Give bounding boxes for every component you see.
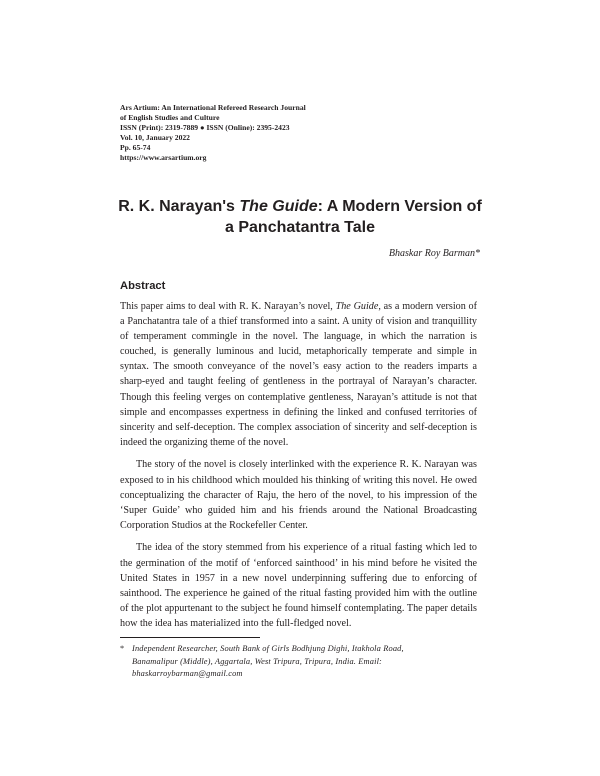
abstract-heading: Abstract — [120, 280, 166, 292]
abstract-paragraph-3: The idea of the story stemmed from his experience of a ritual fasting which led to the germination of the motif of ‘enforced sainthood’ in his mind before he visited the United States in 1957 in a new novel underpinning suffering due to enforcing of sainthood. The experience he gained of the ritual fasting provided him with the outline of the plot appurtenant to the subject he found himself contemplating. The paper details how the idea has materialized into the full-fledged novel. — [120, 542, 477, 629]
title-part2: : A Modern Version of — [317, 198, 482, 215]
p1-rest: , as a modern version of a Panchatantra tale of a thief transformed into a saint. A unity of vision and tranquillity of temperament commingle in the novel. The language, in which the narration is couched, is generally luminous and lucid, metaphorically temperate and simple in syntax. The smooth conveyance of the novel’s easy action to the readers imparts a sharp-eyed and taught feeling of gentleness in the portrayal of Narayan’s character. Though this feeling verges on contemplative gentleness, Narayan’s attitude is not that simple and encompasses expertness in defining the linked and confused territories of sincerity and self-deception. The complex association of sincerity and self-deception is indeed the organizing theme of the novel. — [120, 301, 477, 448]
p1-italic: The Guide — [335, 301, 379, 312]
footnote-mark: * — [120, 644, 125, 653]
abstract-paragraph-2: The story of the novel is closely interlinked with the experience R. K. Narayan was exposed to in his childhood which moulded his thinking of writing this novel. He owed conceptualizing the character of Raju, the hero of the novel, to his impression of the ‘Super Guide’ who guided him and his friends around the National Broadcasting Corporation Studios at the Rockefeller Center. — [120, 459, 477, 531]
issn-print: ISSN (Print): 2319-7889 — [120, 122, 199, 132]
issn-online: ISSN (Online): 2395-2423 — [206, 122, 290, 132]
footnote-text-1: Independent Researcher, South Bank of Girls Bodhjung Dighi, Itakhola Road, — [132, 644, 404, 653]
paper-title — [100, 196, 500, 238]
page-range: Pp. 65-74 — [120, 142, 151, 152]
bullet-icon: ● — [199, 122, 205, 132]
p1-start: This paper aims to deal with R. K. Narayan’s novel, — [120, 301, 336, 312]
footnote-email[interactable]: bhaskarroybarman@gmail.com — [132, 669, 243, 678]
journal-name-line2: of English Studies and Culture — [120, 112, 220, 122]
title-italic: The Guide — [239, 198, 318, 215]
title-line2: a Panchatantra Tale — [225, 219, 375, 236]
abstract-paragraph-1 — [120, 299, 477, 450]
journal-name-line1: Ars Artium: An International Refereed Research Journal — [120, 103, 306, 112]
author-name: Bhaskar Roy Barman* — [388, 248, 480, 259]
title-part1: R. K. Narayan's — [118, 198, 240, 215]
journal-url[interactable]: https://www.arsartium.org — [120, 152, 207, 162]
footnote — [120, 643, 477, 681]
title-line1 — [100, 196, 500, 217]
footnote-line1 — [120, 643, 477, 656]
journal-header — [120, 103, 500, 162]
footnote-divider — [120, 637, 260, 638]
volume-info: Vol. 10, January 2022 — [120, 132, 190, 142]
footnote-line2: Banamalipur (Middle), Aggartala, West Tripura, Tripura, India. Email: — [132, 656, 382, 666]
abstract-body — [120, 299, 477, 638]
issn-line — [120, 123, 500, 133]
